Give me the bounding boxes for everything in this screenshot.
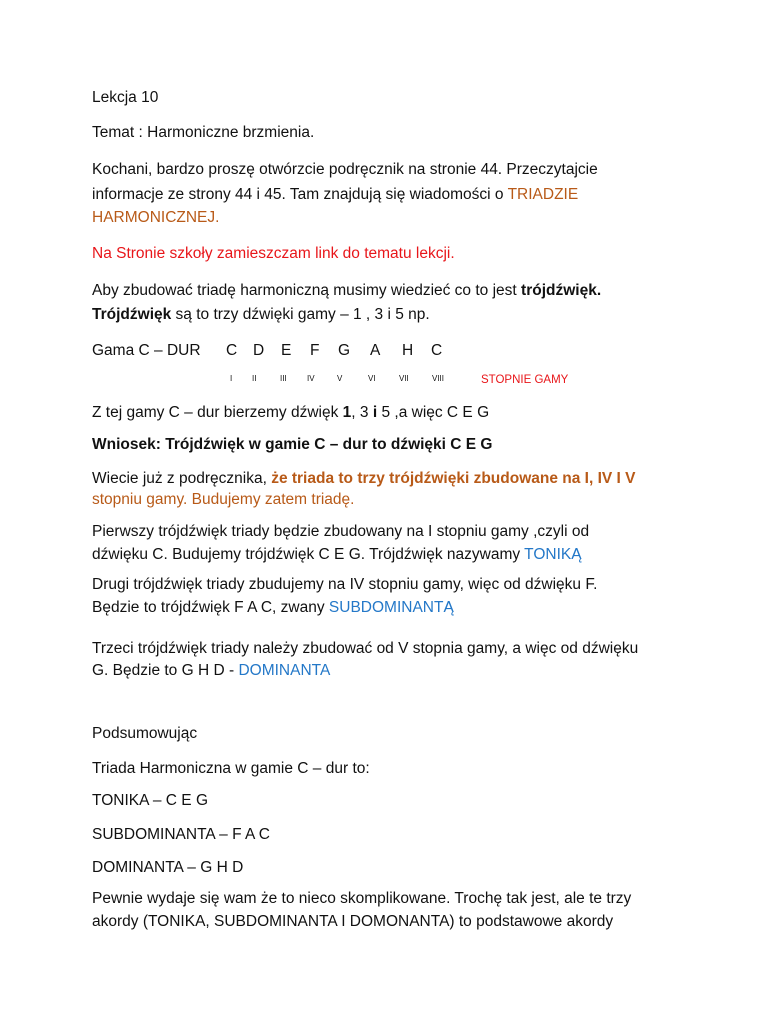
intro-text: informacje ze strony 44 i 45. Tam znajdują się wiadomości o bbox=[92, 186, 508, 203]
scale-degree: III bbox=[280, 374, 287, 383]
intro-line-1: Kochani, bardzo proszę otwórzcie podręcznik na stronie 44. Przeczytajcie bbox=[92, 161, 598, 178]
first-chord-line-1: Pierwszy trójdźwięk triady będzie zbudowany na I stopniu gamy ,czyli od bbox=[92, 523, 590, 540]
triad-info-line-1 bbox=[92, 467, 636, 490]
definition-text: Aby zbudować triadę harmoniczną musimy wiedzieć co to jest bbox=[92, 282, 522, 299]
take-notes-line bbox=[92, 401, 489, 424]
scale-degree: VI bbox=[368, 374, 376, 383]
dominanta-highlight: DOMINANTA bbox=[238, 662, 331, 679]
first-chord-line-2 bbox=[92, 543, 582, 566]
second-chord-line-2 bbox=[92, 596, 454, 619]
scale-note: H bbox=[402, 342, 414, 359]
summary-subdominanta: SUBDOMINANTA – F A C bbox=[92, 826, 271, 843]
summary-heading: Podsumowując bbox=[92, 725, 198, 742]
definition-line-1 bbox=[92, 279, 601, 302]
first-chord-text: dźwięku C. Budujemy trójdźwięk C E G. Trójdźwięk nazywamy bbox=[92, 546, 525, 563]
triad-highlight: TRIADZIE bbox=[507, 186, 579, 203]
conclusion: Wniosek: Trójdźwięk w gamie C – dur to dźwięki C E G bbox=[92, 436, 493, 453]
scale-label: Gama C – DUR bbox=[92, 342, 201, 359]
scale-degree: I bbox=[230, 374, 233, 383]
scale-degree: VII bbox=[399, 374, 409, 383]
intro-line-3: HARMONICZNEJ. bbox=[92, 209, 220, 226]
triad-info-text: Wiecie już z podręcznika, bbox=[92, 470, 272, 487]
link-note: Na Stronie szkoły zamieszczam link do tematu lekcji. bbox=[92, 245, 455, 262]
conjunction-i: i bbox=[372, 404, 378, 421]
scale-note: C bbox=[226, 342, 238, 359]
summary-tonika: TONIKA – C E G bbox=[92, 792, 209, 809]
second-chord-line-1: Drugi trójdźwięk triady zbudujemy na IV stopniu gamy, więc od dźwięku F. bbox=[92, 576, 598, 593]
closing-line-2: akordy (TONIKA, SUBDOMINANTA I DOMONANTA) to podstawowe akordy bbox=[92, 913, 614, 930]
scale-degree: VIII bbox=[432, 374, 445, 383]
definition-term: trójdźwięk. bbox=[521, 282, 602, 299]
intro-line-2 bbox=[92, 183, 578, 206]
scale-row bbox=[92, 339, 442, 362]
scale-note: G bbox=[338, 342, 351, 359]
definition-line-2 bbox=[92, 303, 430, 326]
third-chord-line-1: Trzeci trójdźwięk triady należy zbudować od V stopnia gamy, a więc od dźwięku bbox=[92, 640, 639, 657]
subdominanta-highlight: SUBDOMINANTĄ bbox=[328, 599, 454, 616]
triad-info-highlight: że triada to trzy trójdźwięki zbudowane na I, IV I V bbox=[271, 470, 636, 487]
degree-one: 1 bbox=[342, 404, 352, 421]
scale-degree: IV bbox=[307, 374, 315, 383]
scale-note: F bbox=[310, 342, 320, 359]
scale-note: E bbox=[281, 342, 292, 359]
closing-line-1: Pewnie wydaje się wam że to nieco skomplikowane. Trochę tak jest, ale te trzy bbox=[92, 890, 632, 907]
take-notes-text-c: 5 ,a więc C E G bbox=[377, 404, 490, 421]
summary-dominanta: DOMINANTA – G H D bbox=[92, 859, 244, 876]
definition-text-2: są to trzy dźwięki gamy – 1 , 3 i 5 np. bbox=[171, 306, 430, 323]
second-chord-text: Będzie to trójdźwięk F A C, zwany bbox=[92, 599, 329, 616]
degrees-label: STOPNIE GAMY bbox=[481, 374, 569, 386]
scale-note: D bbox=[253, 342, 265, 359]
tonika-highlight: TONIKĄ bbox=[524, 546, 582, 563]
lesson-topic: Temat : Harmoniczne brzmienia. bbox=[92, 124, 315, 141]
take-notes-text-b: , 3 bbox=[351, 404, 373, 421]
take-notes-text-a: Z tej gamy C – dur bierzemy dźwięk bbox=[92, 404, 343, 421]
scale-note: C bbox=[431, 342, 443, 359]
triad-info-line-2: stopniu gamy. Budujemy zatem triadę. bbox=[92, 491, 355, 508]
definition-term-2: Trójdźwięk bbox=[92, 306, 172, 323]
scale-degree: V bbox=[337, 374, 343, 383]
summary-subtitle: Triada Harmoniczna w gamie C – dur to: bbox=[92, 760, 370, 777]
third-chord-text: G. Będzie to G H D - bbox=[92, 662, 239, 679]
third-chord-line-2 bbox=[92, 659, 330, 682]
scale-note: A bbox=[370, 342, 381, 359]
lesson-number: Lekcja 10 bbox=[92, 89, 159, 106]
scale-degree: II bbox=[252, 374, 257, 383]
